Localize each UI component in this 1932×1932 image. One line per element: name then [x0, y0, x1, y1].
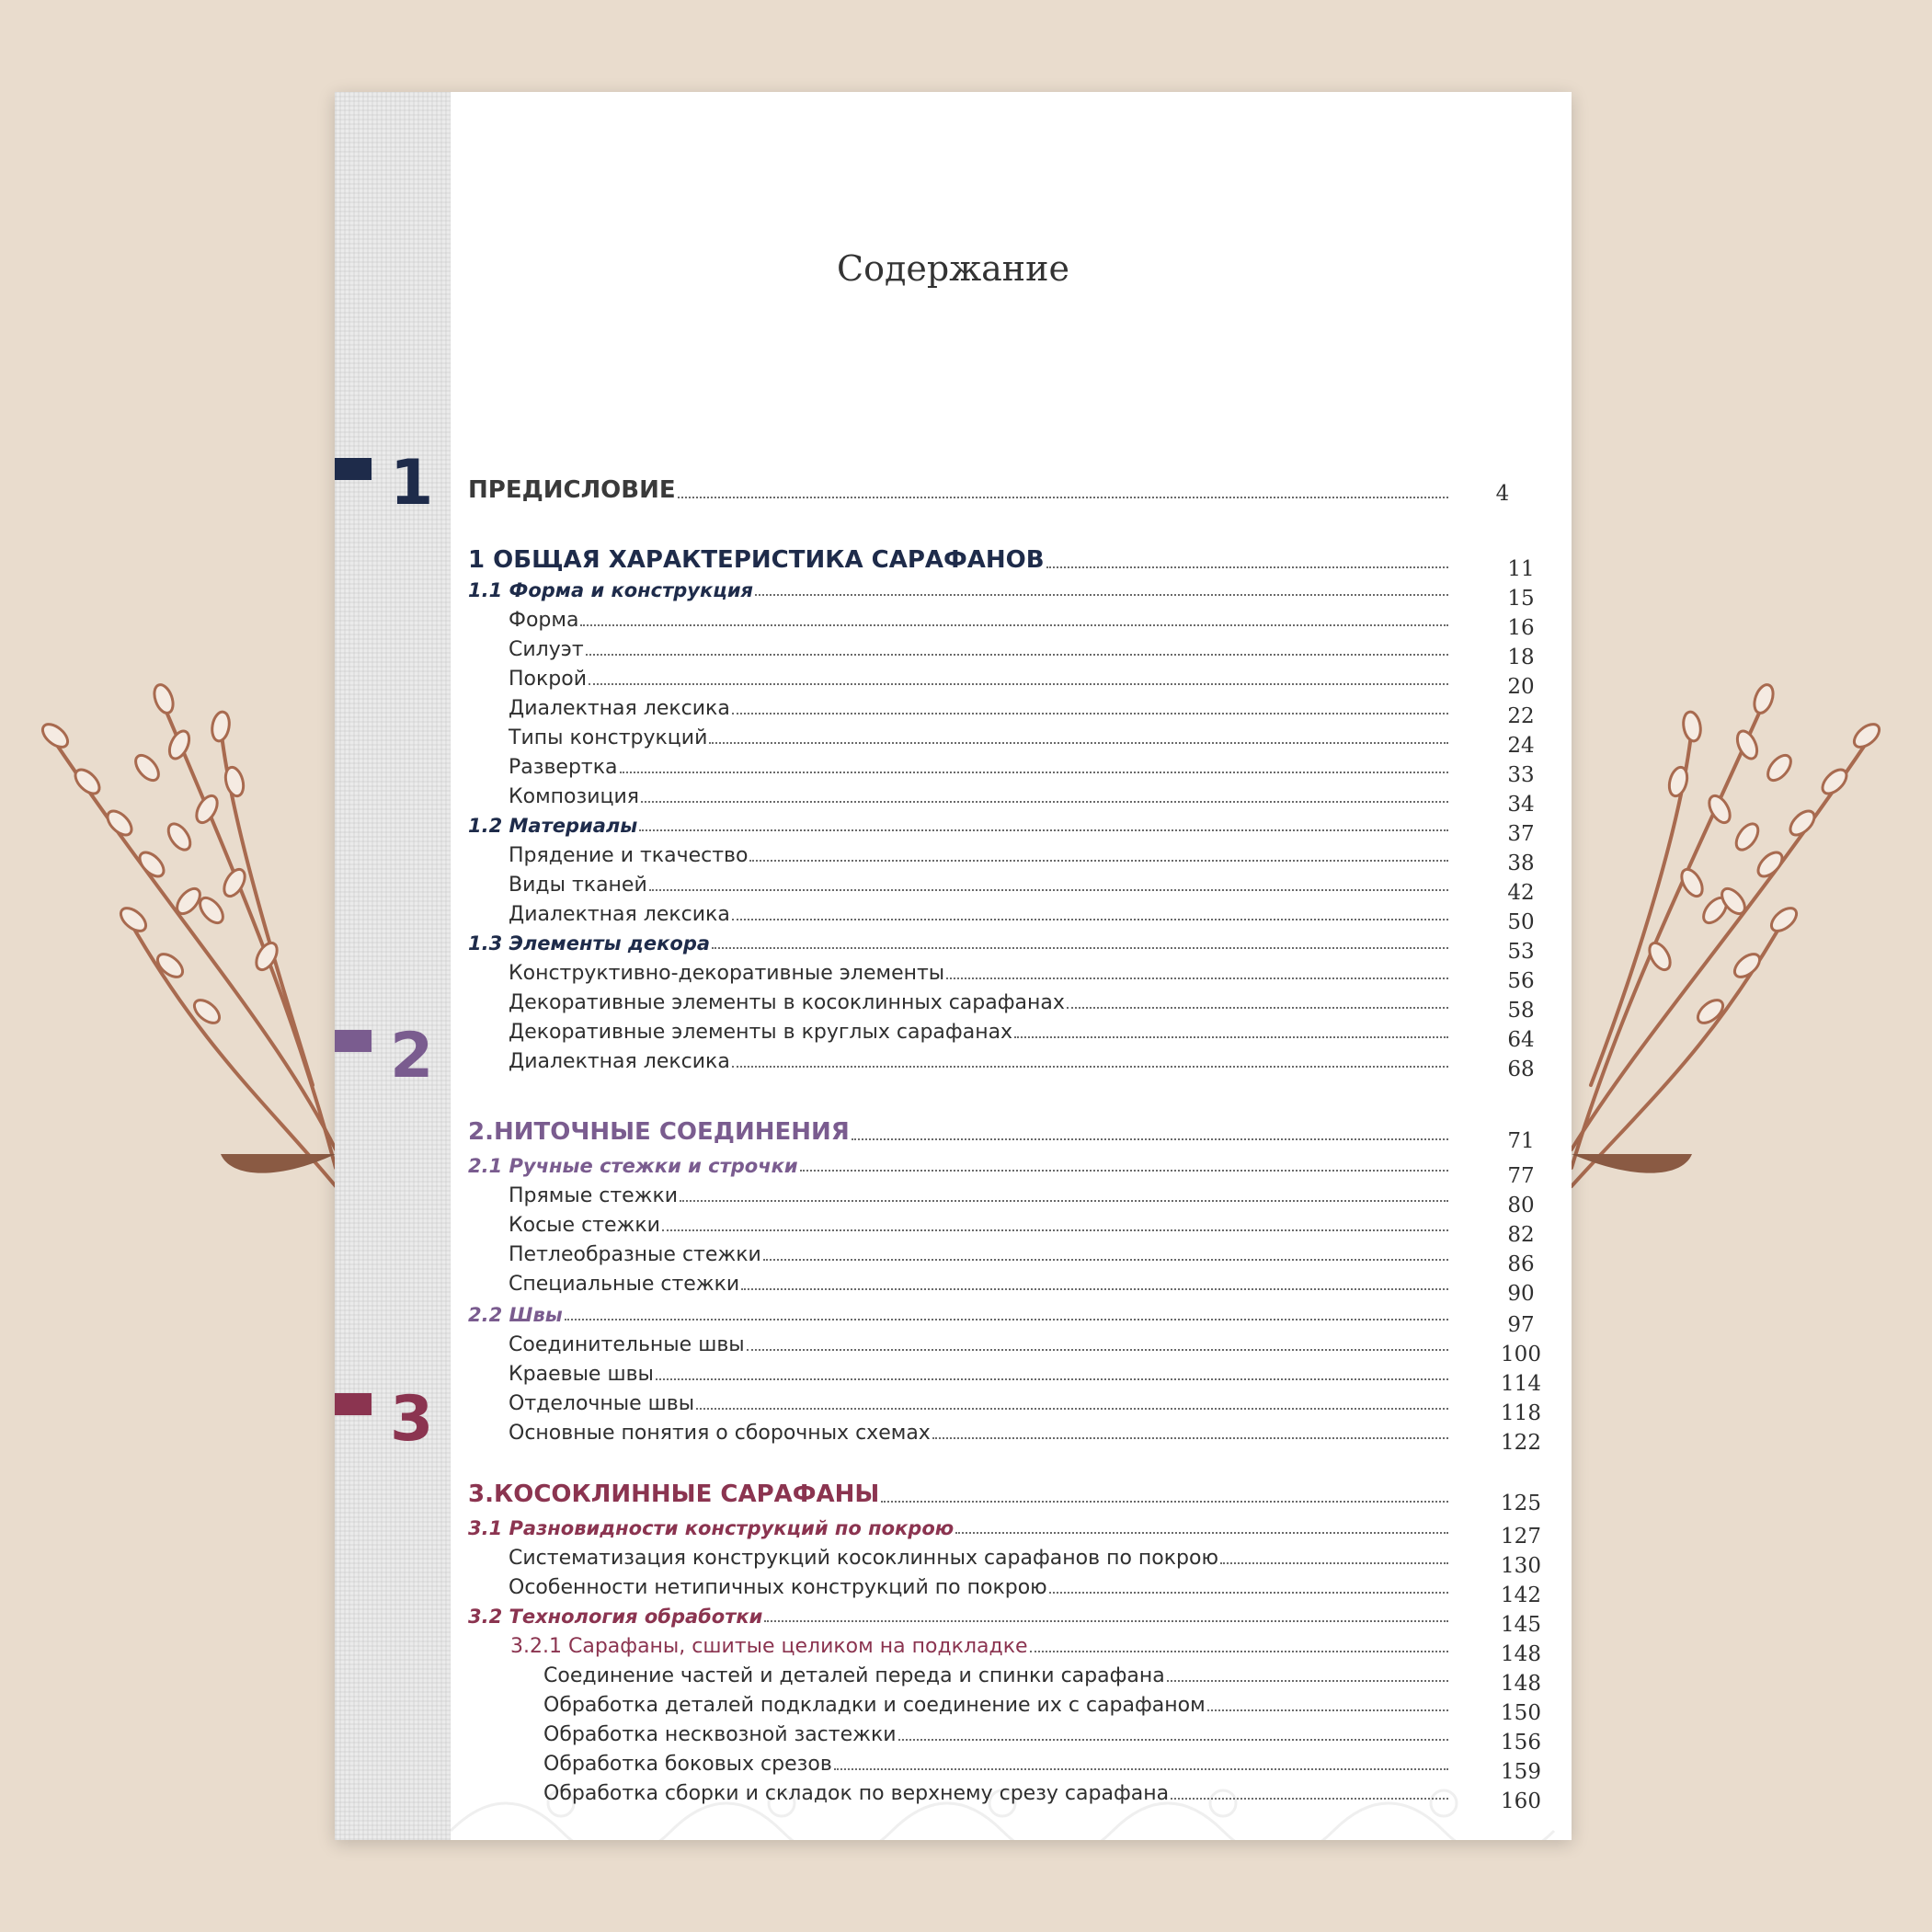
toc-subsection[interactable]	[468, 1304, 1452, 1326]
book-page	[335, 92, 1572, 1840]
toc-item[interactable]	[509, 1363, 1452, 1386]
toc-page-number: 118	[1501, 1401, 1541, 1425]
toc-page-number: 150	[1501, 1701, 1541, 1725]
toc-page-number: 82	[1507, 1223, 1535, 1247]
linen-spine-strip	[335, 92, 451, 1840]
toc-page-number: 33	[1507, 763, 1535, 787]
toc-page-number: 71	[1507, 1129, 1535, 1153]
toc-entry-label: 2.1 Ручные стежки и строчки	[468, 1155, 798, 1177]
toc-entry-label: ПРЕДИСЛОВИЕ	[468, 476, 676, 504]
toc-page-number: 42	[1507, 881, 1535, 905]
toc-page-number: 145	[1501, 1613, 1541, 1637]
toc-entry-label: Покрой	[509, 668, 588, 691]
section-number: 2	[390, 1020, 434, 1092]
toc-entry-label: Отделочные швы	[509, 1392, 695, 1415]
toc-entry-label: 2.2 Швы	[468, 1304, 563, 1326]
toc-page-number: 53	[1507, 940, 1535, 964]
toc-entry-label: Декоративные элементы в круглых сарафанах	[509, 1021, 1013, 1044]
toc-page-number: 34	[1507, 793, 1535, 817]
toc-entry-label: Силуэт	[509, 638, 584, 661]
toc-page-number: 160	[1501, 1789, 1541, 1813]
toc-subsection[interactable]	[468, 1517, 1452, 1539]
toc-item[interactable]	[509, 609, 1452, 632]
toc-entry-label: Краевые швы	[509, 1363, 654, 1386]
toc-page-number: 148	[1501, 1642, 1541, 1666]
toc-section-heading[interactable]	[468, 1480, 1452, 1508]
toc-entry-label: Конструктивно-декоративные элементы	[509, 962, 945, 985]
toc-entry-label: 3.КОСОКЛИННЫЕ САРАФАНЫ	[468, 1480, 880, 1508]
toc-page-number: 20	[1507, 675, 1535, 699]
toc-item[interactable]	[543, 1782, 1452, 1805]
toc-entry-label: 2.НИТОЧНЫЕ СОЕДИНЕНИЯ	[468, 1118, 850, 1146]
toc-page-number: 58	[1507, 999, 1535, 1023]
toc-entry-label: Особенности нетипичных конструкций по покрою	[509, 1576, 1047, 1599]
toc-entry-label: Декоративные элементы в косоклинных сарафанах	[509, 991, 1065, 1014]
toc-item[interactable]	[509, 1576, 1452, 1599]
toc-item[interactable]	[509, 1422, 1452, 1445]
toc-entry-label: 1 ОБЩАЯ ХАРАКТЕРИСТИКА САРАФАНОВ	[468, 546, 1045, 574]
toc-page-number: 122	[1501, 1431, 1541, 1455]
toc-subsection[interactable]	[468, 579, 1452, 601]
toc-item[interactable]	[509, 1392, 1452, 1415]
toc-page-number: 148	[1501, 1672, 1541, 1696]
toc-page-number: 125	[1501, 1492, 1541, 1515]
toc-entry-label: Соединение частей и деталей переда и спинки сарафана	[543, 1664, 1165, 1687]
toc-item[interactable]	[509, 1273, 1452, 1296]
section-marker	[335, 1030, 372, 1052]
toc-item[interactable]	[509, 697, 1452, 720]
toc-item[interactable]	[509, 991, 1452, 1014]
toc-entry-label: Петлеобразные стежки	[509, 1243, 761, 1266]
toc-entry-label: 3.1 Разновидности конструкций по покрою	[468, 1517, 955, 1539]
toc-entry-label: Форма	[509, 609, 579, 632]
toc-entry-label: Специальные стежки	[509, 1273, 740, 1296]
toc-entry-label: Обработка сборки и складок по верхнему срезу сарафана	[543, 1782, 1170, 1805]
toc-page-number: 100	[1501, 1343, 1541, 1366]
section-number: 3	[390, 1383, 434, 1456]
toc-page-number: 37	[1507, 822, 1535, 846]
toc-entry-label: 1.2 Материалы	[468, 815, 638, 837]
toc-item[interactable]	[509, 785, 1452, 808]
toc-page-number: 22	[1507, 704, 1535, 728]
toc-item[interactable]	[509, 1214, 1452, 1237]
toc-subsection[interactable]	[468, 1606, 1452, 1628]
toc-item[interactable]	[543, 1753, 1452, 1776]
toc-page-number: 4	[1495, 482, 1510, 506]
toc-item[interactable]	[509, 638, 1452, 661]
toc-page-number: 114	[1501, 1372, 1541, 1396]
toc-page-number: 130	[1501, 1554, 1541, 1578]
toc-item[interactable]	[509, 668, 1452, 691]
toc-entry-label: Композиция	[509, 785, 640, 808]
toc-subsection[interactable]	[468, 932, 1452, 955]
toc-item[interactable]	[509, 903, 1452, 926]
toc-page-number: 18	[1507, 646, 1535, 669]
toc-entry-label: Систематизация конструкций косоклинных сарафанов по покрою	[509, 1547, 1218, 1570]
toc-entry-label: Косые стежки	[509, 1214, 660, 1237]
toc-subsubsection[interactable]	[510, 1635, 1452, 1658]
toc-page-number: 97	[1507, 1313, 1535, 1337]
toc-item[interactable]	[509, 1547, 1452, 1570]
toc-page-number: 159	[1501, 1760, 1541, 1784]
toc-entry-label: Виды тканей	[509, 874, 647, 897]
toc-item[interactable]	[509, 874, 1452, 897]
toc-page-number: 86	[1507, 1252, 1535, 1276]
toc-subsection[interactable]	[468, 815, 1452, 837]
toc-entry-label: 3.2 Технология обработки	[468, 1606, 763, 1628]
toc-item[interactable]	[509, 726, 1452, 749]
toc-item[interactable]	[543, 1694, 1452, 1717]
toc-page-number: 24	[1507, 734, 1535, 758]
toc-entry-label: Прямые стежки	[509, 1184, 679, 1207]
toc-item[interactable]	[509, 1184, 1452, 1207]
toc-page-number: 50	[1507, 910, 1535, 934]
toc-item[interactable]	[509, 1333, 1452, 1356]
toc-item[interactable]	[509, 1021, 1452, 1044]
toc-page-number: 68	[1507, 1057, 1535, 1081]
toc-item[interactable]	[543, 1664, 1452, 1687]
toc-page-number: 77	[1507, 1164, 1535, 1188]
section-marker	[335, 458, 372, 480]
toc-entry-preface[interactable]	[468, 476, 1452, 504]
toc-item[interactable]	[509, 844, 1452, 867]
toc-page-number: 80	[1507, 1194, 1535, 1218]
toc-item[interactable]	[509, 962, 1452, 985]
toc-entry-label: 3.2.1 Сарафаны, сшитые целиком на подкладке	[510, 1635, 1028, 1658]
toc-entry-label: Обработка несквозной застежки	[543, 1723, 897, 1746]
toc-entry-label: Развертка	[509, 756, 618, 779]
toc-page-number: 142	[1501, 1583, 1541, 1607]
toc-entry-label: Прядение и ткачество	[509, 844, 749, 867]
toc-subsection[interactable]	[468, 1155, 1452, 1177]
toc-entry-label: Основные понятия о сборочных схемах	[509, 1422, 931, 1445]
toc-section-heading[interactable]	[468, 546, 1452, 574]
toc-page-number: 90	[1507, 1282, 1535, 1306]
toc-item[interactable]	[509, 1050, 1452, 1073]
toc-entry-label: Диалектная лексика	[509, 697, 730, 720]
section-marker	[335, 1393, 372, 1415]
toc-entry-label: Обработка деталей подкладки и соединение их с сарафаном	[543, 1694, 1206, 1717]
toc-page-number: 15	[1507, 587, 1535, 611]
toc-page-number: 56	[1507, 969, 1535, 993]
toc-entry-label: Диалектная лексика	[509, 903, 730, 926]
toc-section-heading[interactable]	[468, 1118, 1452, 1146]
toc-item[interactable]	[543, 1723, 1452, 1746]
toc-entry-label: Соединительные швы	[509, 1333, 745, 1356]
toc-item[interactable]	[509, 1243, 1452, 1266]
toc-entry-label: Диалектная лексика	[509, 1050, 730, 1073]
toc-entry-label: Типы конструкций	[509, 726, 708, 749]
toc-page-number: 11	[1507, 557, 1535, 581]
toc-entry-label: Обработка боковых срезов	[543, 1753, 832, 1776]
toc-entry-label: 1.3 Элементы декора	[468, 932, 711, 955]
toc-page-number: 38	[1507, 852, 1535, 875]
toc-item[interactable]	[509, 756, 1452, 779]
toc-title: Содержание	[837, 248, 1069, 289]
section-number: 1	[390, 447, 434, 520]
toc-page-number: 127	[1501, 1525, 1541, 1549]
toc-page-number: 64	[1507, 1028, 1535, 1052]
toc-entry-label: 1.1 Форма и конструкция	[468, 579, 754, 601]
toc-page-number: 16	[1507, 616, 1535, 640]
toc-page-number: 156	[1501, 1731, 1541, 1755]
